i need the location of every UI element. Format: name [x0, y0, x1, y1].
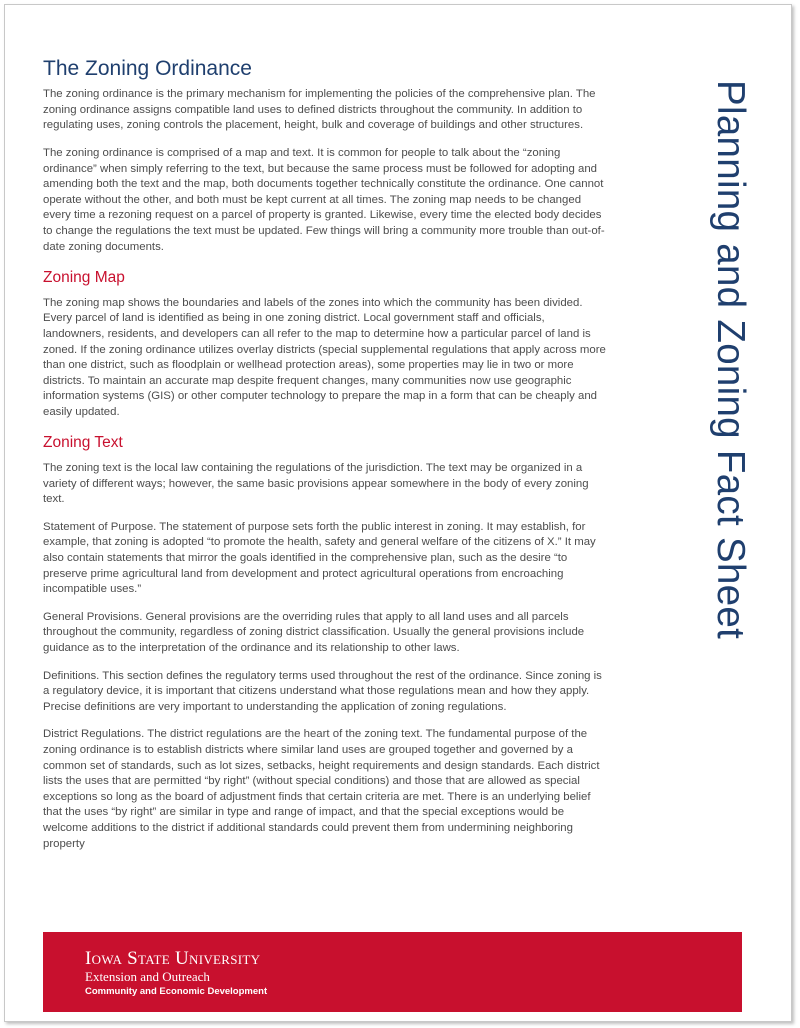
definitions-paragraph: Definitions. This section defines the regulatory terms used throughout the rest of the ordinance. Since zoning is a regulatory device, it is important that citizens understand what those regulations mean and how they apply. Precise definitions are very important to understanding the application of zoning regulations. — [43, 669, 602, 713]
district-regulations-paragraph: District Regulations. The district regulations are the heart of the zoning text. The fundamental purpose of the zoning ordinance is to establish districts where similar land uses are grouped together and governed by a common set of standards, such as lot sizes, setbacks, height requirements and design standards. Each district lists the uses that are permitted “by right” (without special conditions) and those that are allowed as special exceptions so long as the board of adjustment finds that certain criteria are met. There is an underlying belief that the uses “by right” are similar in type and range of impact, and that the special exceptions would be welcome additions to the district if additional standards could prevent them from undermining neighboring property — [43, 728, 600, 850]
extension-name: Extension and Outreach — [85, 969, 210, 984]
footer-banner — [43, 932, 742, 1012]
statement-of-purpose-paragraph: Statement of Purpose. The statement of purpose sets forth the public interest in zoning. It may establish, for example, that zoning is adopted “to promote the health, safety and general welfare of the citizens of X.” It may also contain statements that mirror the goals identified in the comprehensive plan, such as the desire “to preserve prime agricultural land from development and protect agricultural operations from encroaching incompatible uses.” — [43, 520, 596, 596]
zoning-map-heading: Zoning Map — [43, 269, 125, 287]
zoning-text-heading: Zoning Text — [43, 434, 123, 452]
intro-paragraph: The zoning ordinance is the primary mechanism for implementing the policies of the comprehensive plan. The zoning ordinance assigns compatible land uses to defined districts throughout the community. In addition to regulating uses, zoning controls the placement, height, bulk and coverage of buildings and other structures. — [43, 88, 596, 132]
main-content — [43, 56, 608, 864]
program-name: Community and Economic Development — [85, 986, 268, 997]
university-name: Iowa State University — [85, 948, 261, 969]
intro-paragraph: The zoning ordinance is comprised of a map and text. It is common for people to talk about the “zoning ordinance” when simply referring to the text, but because the same process must be followed for adopting and amending both the text and the map, both documents together technically constitute the ordinance. One cannot operate without the other, and both must be kept current at all times. The zoning map needs to be changed every time a rezoning request on a parcel of property is granted. Likewise, every time the elected body decides to change the regulations the text must be updated. Few things will bring a community more trouble than out-of-date zoning documents. — [43, 146, 605, 253]
zoning-text-paragraph: The zoning text is the local law containing the regulations of the jurisdiction. The text may be organized in a variety of different ways; however, the same basic provisions appear somewhere in the body of every zoning text. — [43, 462, 589, 506]
zoning-map-paragraph: The zoning map shows the boundaries and labels of the zones into which the community has been divided. Every parcel of land is identified as being in one zoning district. Local government staff and officials, landowners, residents, and developers can all refer to the map to determine how a particular parcel of land is zoned. If the zoning ordinance utilizes overlay districts (special supplemental regulations that apply across more than one district, such as floodplain or wellhead protection areas), some properties may lie in two or more districts. To maintain an accurate map despite frequent changes, many communities now use geographic information systems (GIS) or other computer technology to prepare the map in a form that can be cheaply and easily updated. — [43, 296, 606, 418]
general-provisions-paragraph: General Provisions. General provisions are the overriding rules that apply to all land uses and all parcels throughout the community, regardless of zoning district classification. Usually the general provisions include guidance as to the interpretation of the ordinance and its relationship to other laws. — [43, 610, 585, 654]
side-title: Planning and Zoning Fact Sheet — [709, 80, 752, 640]
page-title: The Zoning Ordinance — [43, 57, 252, 80]
footer-logo — [85, 949, 267, 998]
